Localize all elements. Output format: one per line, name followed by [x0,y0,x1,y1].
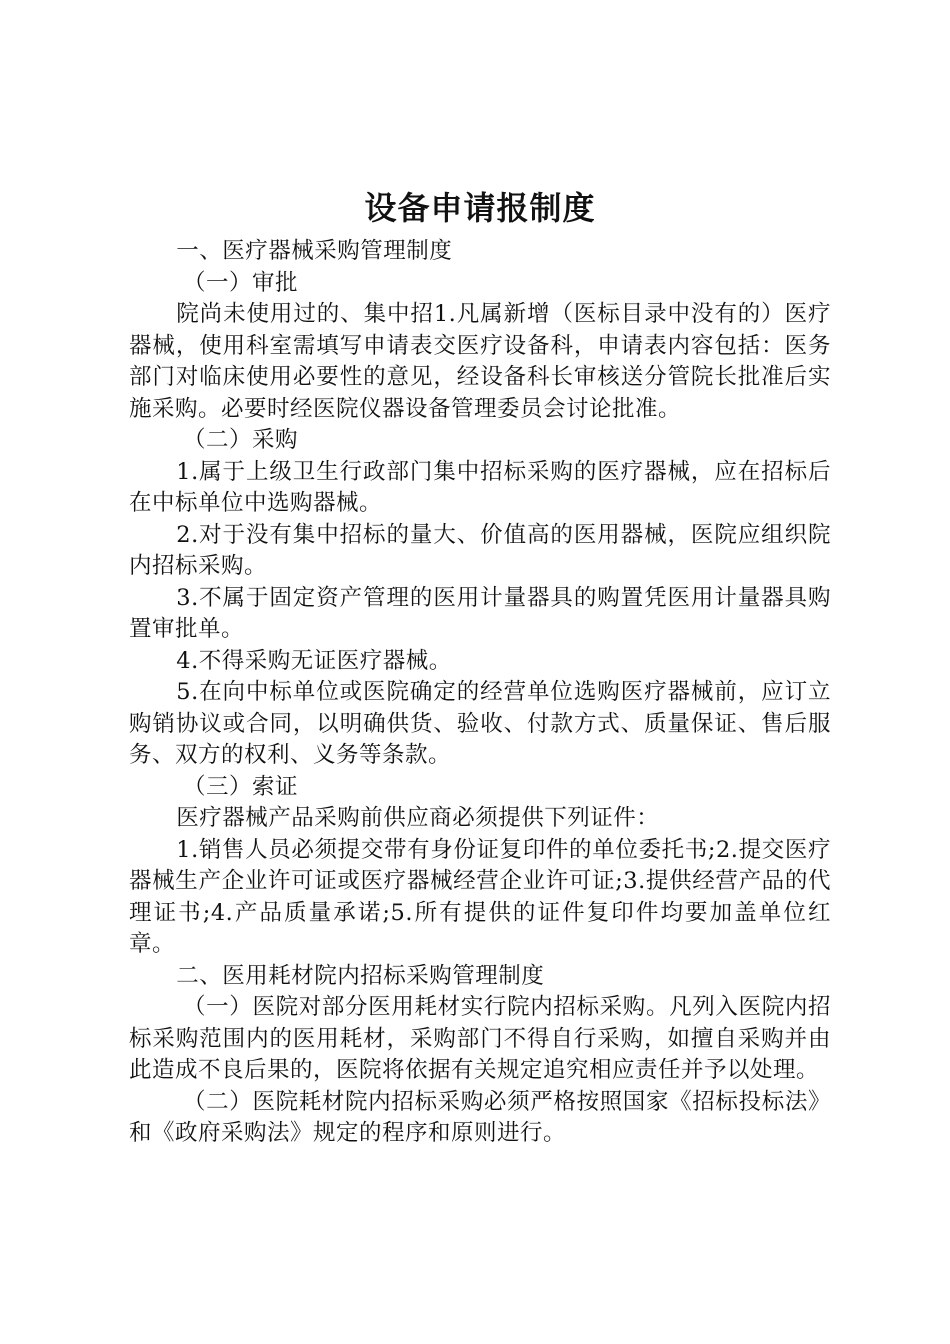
paragraph-consumables-1: （一）医院对部分医用耗材实行院内招标采购。凡列入医院内招标采购范围内的医用耗材，采购部门不得自行采购，如擅自采购并由此造成不良后果的，医院将依据有关规定追究相应责任并予以处理。 [129,994,831,1083]
paragraph-purchase-5: 5.在向中标单位或医院确定的经营单位选购医疗器械前，应订立购销协议或合同，以明确供货、验收、付款方式、质量保证、售后服务、双方的权利、义务等条款。 [129,679,831,768]
paragraph-purchase-4: 4.不得采购无证医疗器械。 [176,647,452,674]
paragraph-purchase-3: 3.不属于固定资产管理的医用计量器具的购置凭医用计量器具购置审批单。 [129,584,831,642]
paragraph-consumables-2: （二）医院耗材院内招标采购必须严格按照国家《招标投标法》和《政府采购法》规定的程序和原则进行。 [129,1088,831,1146]
paragraph-purchase-1: 1.属于上级卫生行政部门集中招标采购的医疗器械，应在招标后在中标单位中选购器械。 [129,458,831,516]
document-title: 设备申请报制度 [364,189,596,227]
subsection-heading-certificates: （三）索证 [183,773,299,800]
section-heading-2: 二、医用耗材院内招标采购管理制度 [176,962,545,989]
paragraph-approval: 院尚未使用过的、集中招1.凡属新增（医标目录中没有的）医疗器械，使用科室需填写申请表交医疗设备科，申请表内容包括：医务部门对临床使用必要性的意见，经设备科长审核送分管院长批准后实施采购。必要时经医院仪器设备管理委员会讨论批准。 [129,301,831,422]
section-heading-1: 一、医疗器械采购管理制度 [176,238,453,264]
paragraph-certificates-list: 1.销售人员必须提交带有身份证复印件的单位委托书;2.提交医疗器械生产企业许可证或医疗器械经营企业许可证;3.提供经营产品的代理证书;4.产品质量承诺;5.所有提供的证件复印件均要加盖单位红章。 [129,836,831,957]
document-body [129,186,831,1150]
subsection-heading-purchase: （二）采购 [183,427,299,453]
paragraph-purchase-2: 2.对于没有集中招标的量大、价值高的医用器械，医院应组织院内招标采购。 [129,521,831,579]
subsection-heading-approval: （一）审批 [183,269,299,296]
paragraph-certificates-intro: 医疗器械产品采购前供应商必须提供下列证件： [176,805,660,831]
